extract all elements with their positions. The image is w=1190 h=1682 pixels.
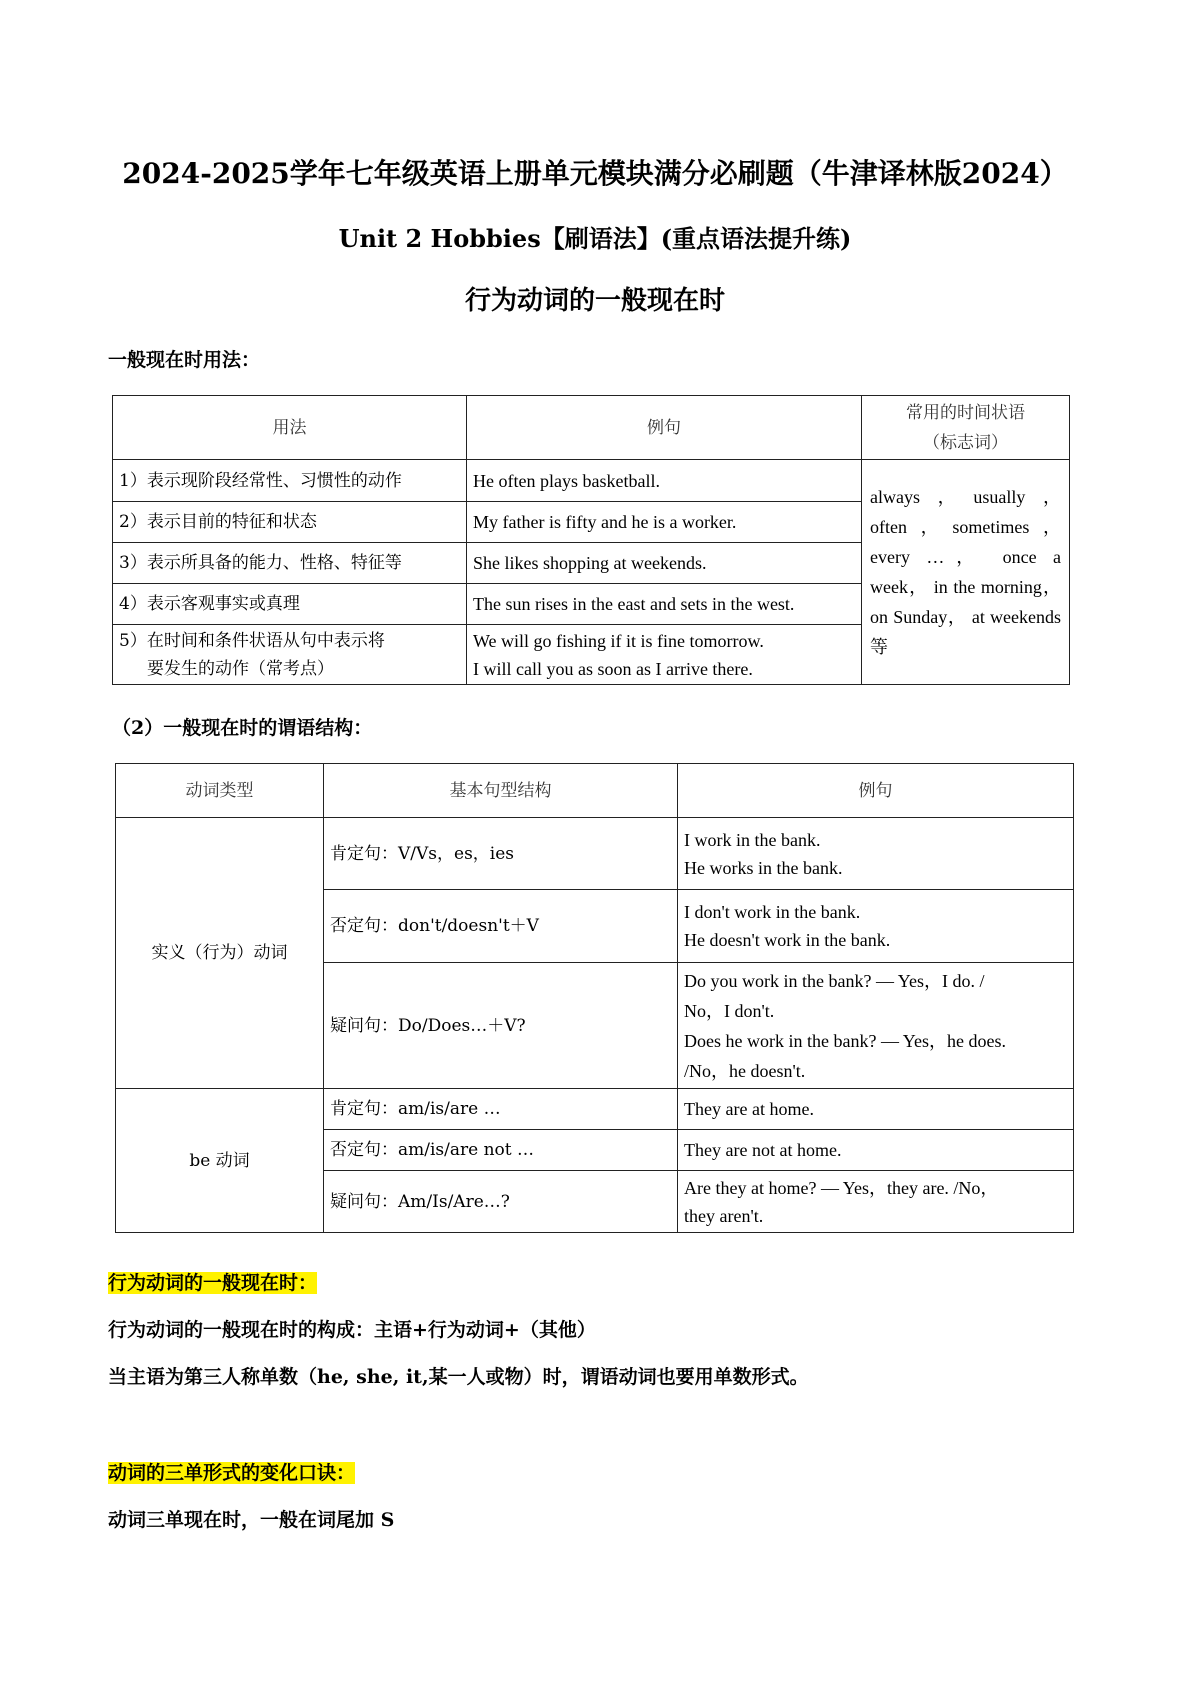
section2-heading: （2）一般现在时的谓语结构： — [112, 717, 373, 739]
section3-line2: 当主语为第三人称单数（he, she, it,某一人或物）时，谓语动词也要用单数形式。 — [108, 1366, 809, 1388]
adverbials-cell: always，usually，often，sometimes， every …， once a week， in the morning， on Sunday， at weekends 等 — [862, 460, 1070, 685]
document-subtitle: Unit 2 Hobbies【刷语法】(重点语法提升练) — [338, 224, 852, 253]
example-cell: Are they at home? — Yes，they are. /No， they aren't. — [678, 1171, 1074, 1233]
example-cell: Do you work in the bank? — Yes，I do. / No，I don't. Does he work in the bank? — Yes，he does. /No，he doesn't. — [678, 963, 1074, 1089]
table-row — [113, 460, 1070, 502]
table-row — [116, 818, 1074, 890]
structure-cell: 疑问句：Do/Does…＋V? — [324, 963, 678, 1089]
example-cell: My father is fifty and he is a worker. — [467, 502, 862, 543]
structure-cell: 否定句：don't/doesn't＋V — [324, 890, 678, 963]
section3-line1: 行为动词的一般现在时的构成：主语+行为动词+（其他） — [108, 1319, 596, 1341]
document-title: 2024-2025学年七年级英语上册单元模块满分必刷题（牛津译林版2024） — [122, 157, 1068, 190]
section4-heading: 动词的三单形式的变化口诀： — [108, 1462, 356, 1484]
usage-cell: 4）表示客观事实或真理 — [113, 584, 467, 625]
example-cell: The sun rises in the east and sets in the west. — [467, 584, 862, 625]
example-cell: We will go fishing if it is fine tomorrow. I will call you as soon as I arrive there. — [467, 625, 862, 685]
usage-cell: 3）表示所具备的能力、性格、特征等 — [113, 543, 467, 584]
example-cell: He often plays basketball. — [467, 460, 862, 502]
header-type: 动词类型 — [116, 764, 324, 818]
header-usage: 用法 — [113, 396, 467, 460]
example-cell: I don't work in the bank. He doesn't work in the bank. — [678, 890, 1074, 963]
usage-cell: 2）表示目前的特征和状态 — [113, 502, 467, 543]
table-header-row — [116, 764, 1074, 818]
structure-cell: 肯定句：am/is/are … — [324, 1089, 678, 1130]
usage-table — [112, 395, 1070, 685]
table-row — [116, 1089, 1074, 1130]
table-header-row — [113, 396, 1070, 460]
topic-title: 行为动词的一般现在时 — [464, 286, 725, 316]
header-example: 例句 — [678, 764, 1074, 818]
section3-heading: 行为动词的一般现在时： — [108, 1272, 318, 1294]
be-verb-label: be 动词 — [116, 1089, 324, 1233]
example-cell: I work in the bank. He works in the bank. — [678, 818, 1074, 890]
usage-cell: 5）在时间和条件状语从句中表示将 要发生的动作（常考点） — [113, 625, 467, 685]
structure-cell: 否定句：am/is/are not … — [324, 1130, 678, 1171]
action-verb-label: 实义（行为）动词 — [116, 818, 324, 1089]
example-cell: They are not at home. — [678, 1130, 1074, 1171]
header-example: 例句 — [467, 396, 862, 460]
section1-heading: 一般现在时用法： — [108, 349, 261, 371]
structure-table — [115, 763, 1074, 1233]
header-adverbials: 常用的时间状语 （标志词） — [862, 396, 1070, 460]
structure-cell: 肯定句：V/Vs，es，ies — [324, 818, 678, 890]
header-structure: 基本句型结构 — [324, 764, 678, 818]
usage-cell: 1）表示现阶段经常性、习惯性的动作 — [113, 460, 467, 502]
example-cell: They are at home. — [678, 1089, 1074, 1130]
example-cell: She likes shopping at weekends. — [467, 543, 862, 584]
structure-cell: 疑问句：Am/Is/Are…? — [324, 1171, 678, 1233]
section4-line1: 动词三单现在时，一般在词尾加 S — [108, 1509, 395, 1531]
